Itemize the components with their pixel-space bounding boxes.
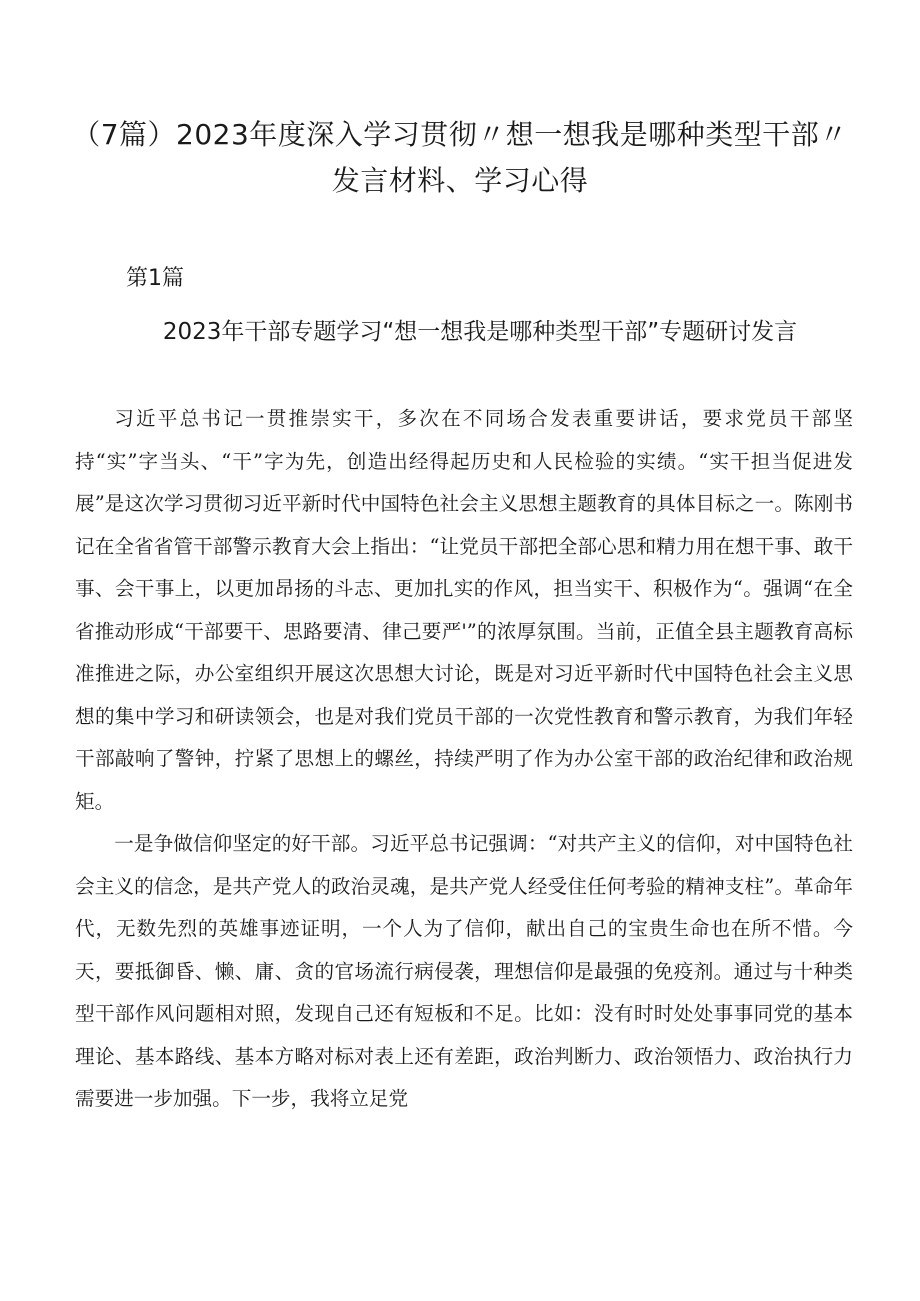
paragraph: 习近平总书记一贯推崇实干，多次在不同场合发表重要讲话，要求党员干部坚持“实”字当头、“干”字为先，创造出经得起历史和人民检验的实绩。“实干担当促进发展”是这次学习贯彻习近平新时代中国特色社会主义思想主题教育的具体目标之一。陈刚书记在全省省管干部警示教育大会上指出：“让党员干部把全部心思和精力用在想干事、敢干事、会干事上，以更加昂扬的斗志、更加扎实的作风，担当实干、积极作为“。强调“在全省推动形成“干部要干、思路要清、律己要严'”的浓厚氛围。当前，正值全县主题教育高标准推进之际，办公室组织开展这次思想大讨论，既是对习近平新时代中国特色社会主义思想的集中学习和研读领会，也是对我们党员干部的一次党性教育和警示教育，为我们年轻干部敲响了警钟，拧紧了思想上的螺丝，持续严明了作为办公室干部的政治纪律和政治规矩。 (75, 407, 853, 813)
document-title: （7篇）2023年度深入学习贯彻〃想一想我是哪种类型干部〃发言材料、学习心得 (72, 118, 848, 197)
section-label: 第1篇 (126, 266, 184, 291)
document-body (75, 398, 853, 1121)
paragraph: 一是争做信仰坚定的好干部。习近平总书记强调：“对共产主义的信仰，对中国特色社会主义的信念，是共产党人的政治灵魂，是共产党人经受住任何考验的精神支柱”。革命年代，无数先烈的英雄事迹证明，一个人为了信仰，献出自己的宝贵生命也在所不惜。今天，要抵御昏、懒、庸、贪的官场流行病侵袭，理想信仰是最强的免疫剂。通过与十种类型干部作风问题相对照，发现自己还有短板和不足。比如：没有时时处处事事同党的基本理论、基本路线、基本方略对标对表上还有差距，政治判断力、政治领悟力、政治执行力需要进一步加强。下一步，我将立足党 (75, 832, 853, 1110)
section-title: 2023年干部专题学习“想一想我是哪种类型干部”专题研讨发言 (162, 319, 798, 345)
